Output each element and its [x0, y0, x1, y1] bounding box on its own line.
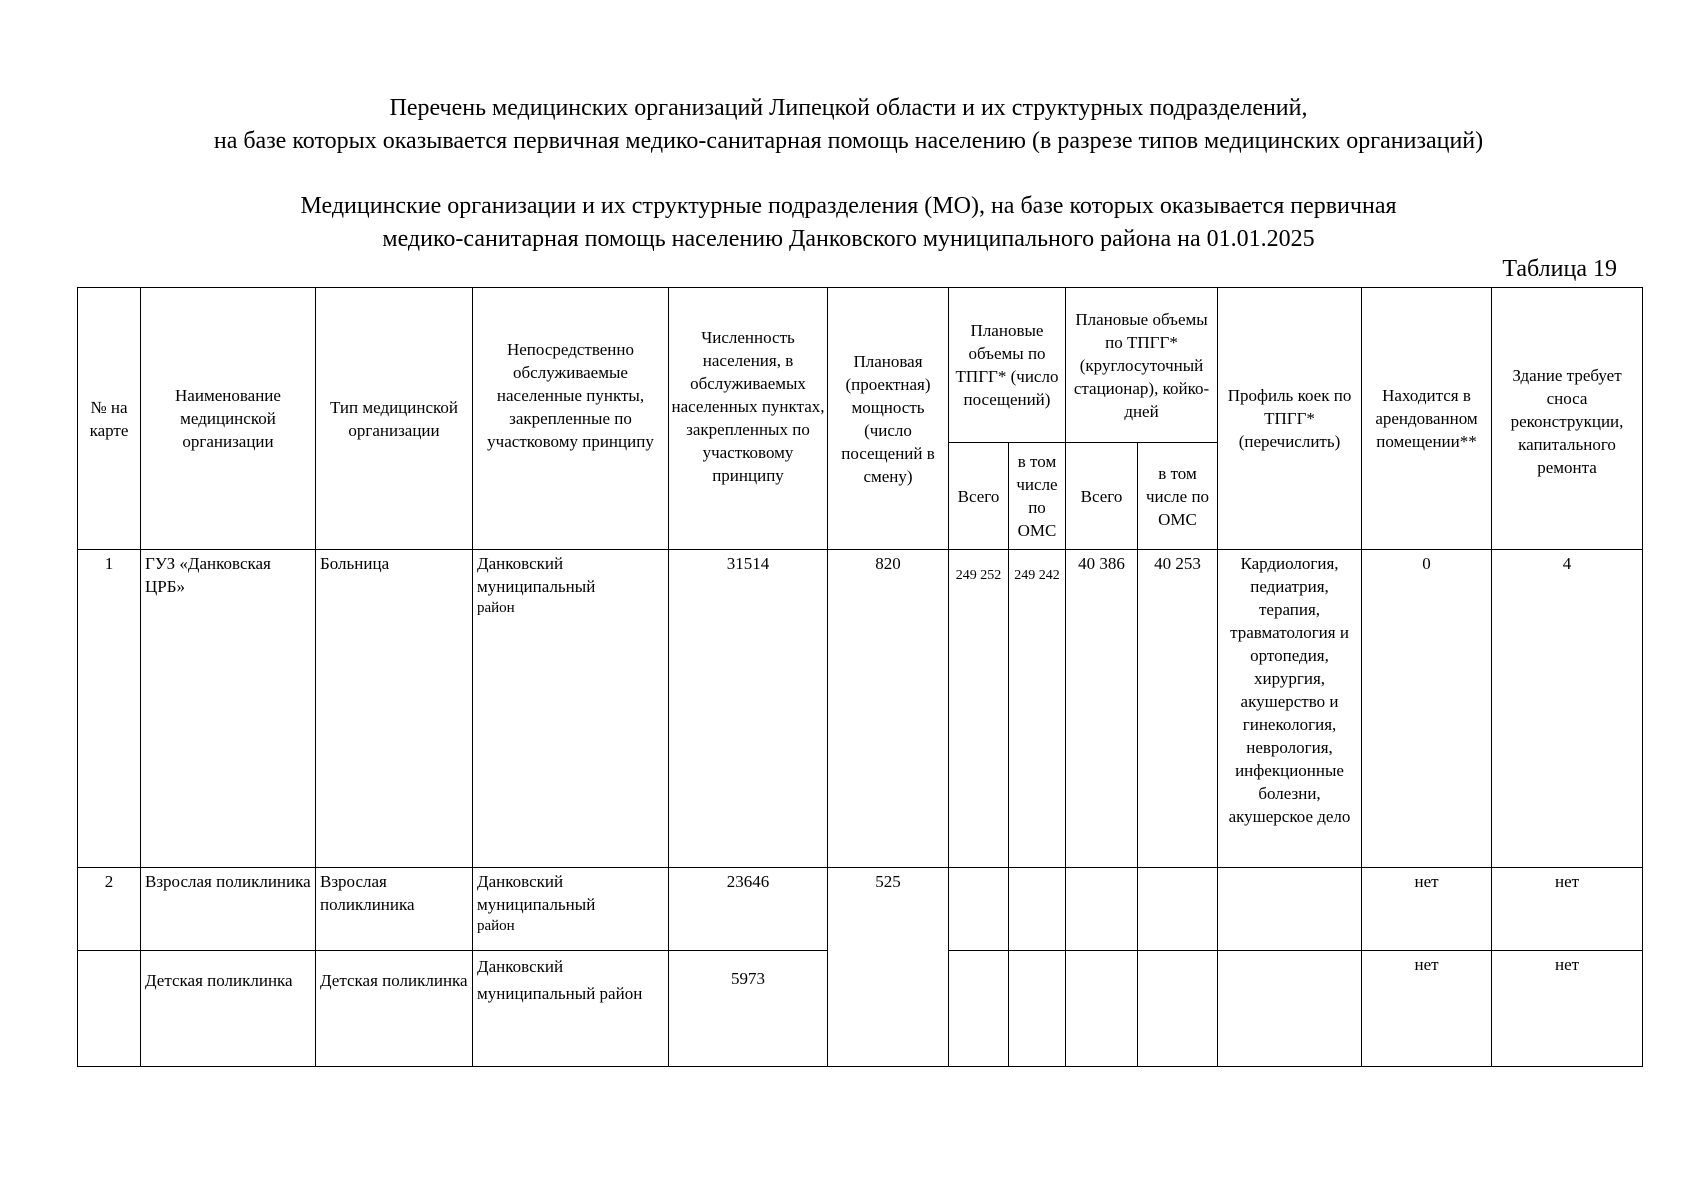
row-settlements [473, 550, 669, 868]
row-visits-total [949, 868, 1009, 951]
table-label: Таблица 19 [1502, 256, 1617, 282]
row-demolition: нет [1492, 951, 1643, 1067]
row-num [78, 951, 141, 1067]
row-population: 23646 [669, 868, 828, 951]
heading-line-2: на базе которых оказывается первичная медико-санитарная помощь населению (в разрезе типов медицинских организаций) [213, 128, 1484, 154]
row-type: Взрослая поликлиника [316, 868, 473, 951]
row-profile [1218, 951, 1362, 1067]
row-visits-oms [1009, 951, 1066, 1067]
row-demolition: 4 [1492, 550, 1643, 868]
row-visits-oms: 249 242 [1009, 550, 1066, 868]
row-visits-total [949, 951, 1009, 1067]
row-settlements: Данковский муниципальный район [473, 951, 669, 1067]
row-num: 2 [78, 868, 141, 951]
header-visits-oms: в том числе по ОМС [1009, 443, 1066, 550]
row-rented: 0 [1362, 550, 1492, 868]
row-profile: Кардиология, педиатрия, терапия, травматология и ортопедия, хирургия, акушерство и гинекология, неврология, инфекционные болезни, акушерское дело [1218, 550, 1362, 868]
header-population: Численность населения, в обслуживаемых населенных пунктах, закрепленных по участковому принципу [669, 288, 828, 550]
table-row [78, 868, 1643, 951]
row-beds-total: 40 386 [1066, 550, 1138, 868]
document-subheading [0, 190, 1697, 256]
header-beds-total: Всего [1066, 443, 1138, 550]
header-beds-group: Плановые объемы по ТПГГ* (круглосуточный стационар), койко-дней [1066, 288, 1218, 443]
row-name: ГУЗ «Данковская ЦРБ» [141, 550, 316, 868]
row-population: 31514 [669, 550, 828, 868]
header-profile: Профиль коек по ТПГГ* (перечислить) [1218, 288, 1362, 550]
header-num: № на карте [78, 288, 141, 550]
subheading-line-2: медико-санитарная помощь населению Данковского муниципального района на 01.01.2025 [382, 226, 1315, 252]
row-settlements [473, 868, 669, 951]
heading-line-1: Перечень медицинских организаций Липецкой области и их структурных подразделений, [389, 95, 1308, 121]
row-beds-total [1066, 868, 1138, 951]
row-visits-oms [1009, 868, 1066, 951]
row-beds-total [1066, 951, 1138, 1067]
row-beds-oms [1138, 868, 1218, 951]
header-visits-group: Плановые объемы по ТПГГ* (число посещений) [949, 288, 1066, 443]
header-demolition: Здание требует сноса реконструкции, капитального ремонта [1492, 288, 1643, 550]
row-demolition: нет [1492, 868, 1643, 951]
header-beds-oms: в том числе по ОМС [1138, 443, 1218, 550]
row-name: Детская поликлинка [141, 951, 316, 1067]
organizations-table [77, 287, 1643, 1067]
header-type: Тип медицинской организации [316, 288, 473, 550]
row-population: 5973 [669, 951, 828, 1067]
table-row [78, 550, 1643, 868]
header-name: Наименование медицинской организации [141, 288, 316, 550]
row-type: Детская поликлинка [316, 951, 473, 1067]
header-visits-total: Всего [949, 443, 1009, 550]
row-settlements-tail: район [477, 918, 515, 934]
row-beds-oms [1138, 951, 1218, 1067]
row-type: Больница [316, 550, 473, 868]
row-name: Взрослая поликлиника [141, 868, 316, 951]
header-capacity: Плановая (проектная) мощность (число посещений в смену) [828, 288, 949, 550]
row-visits-total: 249 252 [949, 550, 1009, 868]
row-capacity: 820 [828, 550, 949, 868]
row-settlements-main: Данковский муниципальный [477, 872, 596, 914]
row-beds-oms: 40 253 [1138, 550, 1218, 868]
header-rented: Находится в арендованном помещении** [1362, 288, 1492, 550]
row-settlements-tail: район [477, 600, 515, 616]
row-profile [1218, 868, 1362, 951]
document-heading [0, 92, 1697, 158]
row-rented: нет [1362, 868, 1492, 951]
row-rented: нет [1362, 951, 1492, 1067]
header-settlements: Непосредственно обслуживаемые населенные пункты, закрепленные по участковому принципу [473, 288, 669, 550]
row-num: 1 [78, 550, 141, 868]
row-capacity: 525 [828, 868, 949, 1067]
row-settlements-main: Данковский муниципальный [477, 554, 596, 596]
subheading-line-1: Медицинские организации и их структурные подразделения (МО), на базе которых оказывается первичная [300, 193, 1397, 219]
